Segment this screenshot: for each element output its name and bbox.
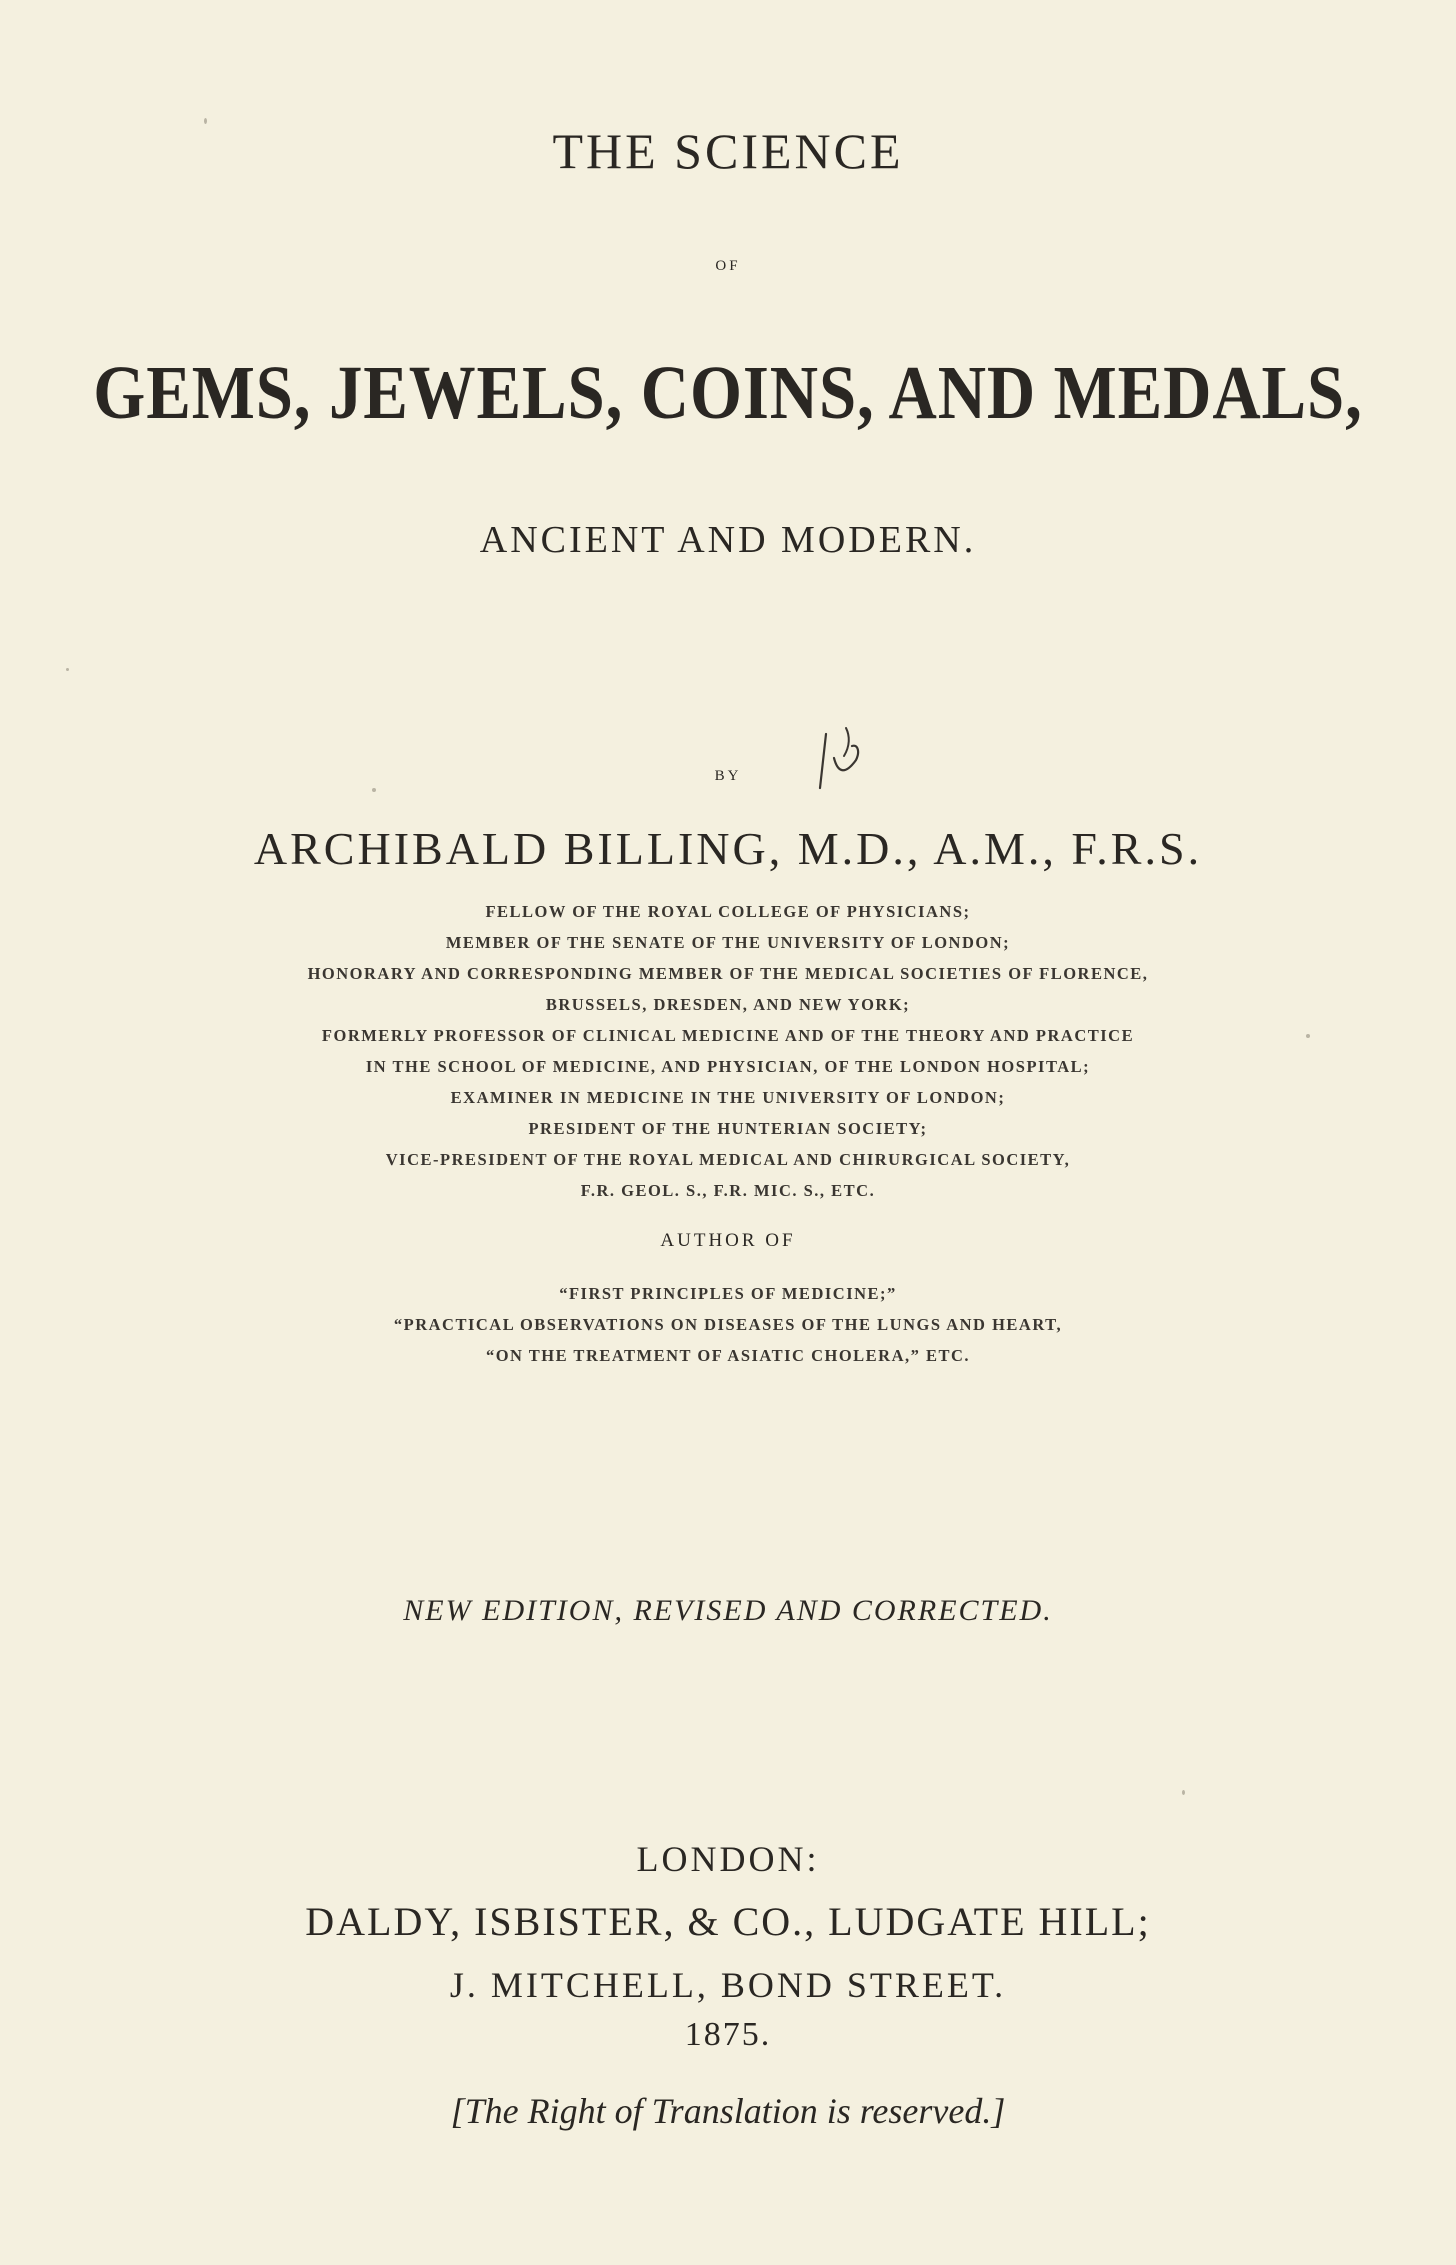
credential-line: MEMBER OF THE SENATE OF THE UNIVERSITY OF LONDON; bbox=[445, 933, 1011, 952]
main-title: GEMS, JEWELS, COINS, AND MEDALS, bbox=[93, 351, 1363, 435]
credential-line: BRUSSELS, DRESDEN, AND NEW YORK; bbox=[545, 995, 911, 1014]
imprint-city: LONDON: bbox=[636, 1839, 820, 1879]
credential-line: HONORARY AND CORRESPONDING MEMBER OF THE MEDICAL SOCIETIES OF FLORENCE, bbox=[307, 964, 1149, 983]
credential-line: F.R. GEOL. S., F.R. MIC. S., ETC. bbox=[580, 1181, 876, 1200]
rights-notice: [The Right of Translation is reserved.] bbox=[450, 2091, 1006, 2131]
work-title: “ON THE TREATMENT OF ASIATIC CHOLERA,” ETC. bbox=[485, 1346, 971, 1365]
of-line: OF bbox=[715, 258, 741, 274]
edition-note: NEW EDITION, REVISED AND CORRECTED. bbox=[403, 1594, 1053, 1627]
paper-speck bbox=[1182, 1790, 1185, 1795]
work-title: “FIRST PRINCIPLES OF MEDICINE;” bbox=[559, 1284, 897, 1303]
publisher: DALDY, ISBISTER, & CO., LUDGATE HILL; bbox=[305, 1899, 1151, 1944]
author-of-label: AUTHOR OF bbox=[660, 1230, 796, 1251]
credential-line: PRESIDENT OF THE HUNTERIAN SOCIETY; bbox=[528, 1119, 928, 1138]
by-line: BY bbox=[714, 768, 742, 784]
credential-line: FORMERLY PROFESSOR OF CLINICAL MEDICINE AND OF THE THEORY AND PRACTICE bbox=[321, 1026, 1135, 1045]
paper-speck bbox=[1306, 1034, 1310, 1038]
credential-line: FELLOW OF THE ROYAL COLLEGE OF PHYSICIANS; bbox=[485, 902, 971, 921]
credential-line: VICE-PRESIDENT OF THE ROYAL MEDICAL AND CHIRURGICAL SOCIETY, bbox=[385, 1150, 1071, 1169]
title-line: THE SCIENCE bbox=[552, 123, 904, 179]
credential-line: EXAMINER IN MEDICINE IN THE UNIVERSITY OF LONDON; bbox=[450, 1088, 1006, 1107]
paper-speck bbox=[66, 668, 69, 671]
handwritten-mark bbox=[812, 722, 872, 792]
credential-line: IN THE SCHOOL OF MEDICINE, AND PHYSICIAN, OF THE LONDON HOSPITAL; bbox=[365, 1057, 1091, 1076]
author-name: ARCHIBALD BILLING, M.D., A.M., F.R.S. bbox=[253, 823, 1203, 874]
paper-speck bbox=[372, 788, 376, 792]
work-title: “PRACTICAL OBSERVATIONS ON DISEASES OF THE LUNGS AND HEART, bbox=[393, 1315, 1063, 1334]
paper-speck bbox=[204, 118, 207, 124]
publisher-secondary: J. MITCHELL, BOND STREET. bbox=[449, 1965, 1007, 2005]
publication-year: 1875. bbox=[684, 2016, 772, 2053]
subtitle: ANCIENT AND MODERN. bbox=[479, 519, 977, 561]
